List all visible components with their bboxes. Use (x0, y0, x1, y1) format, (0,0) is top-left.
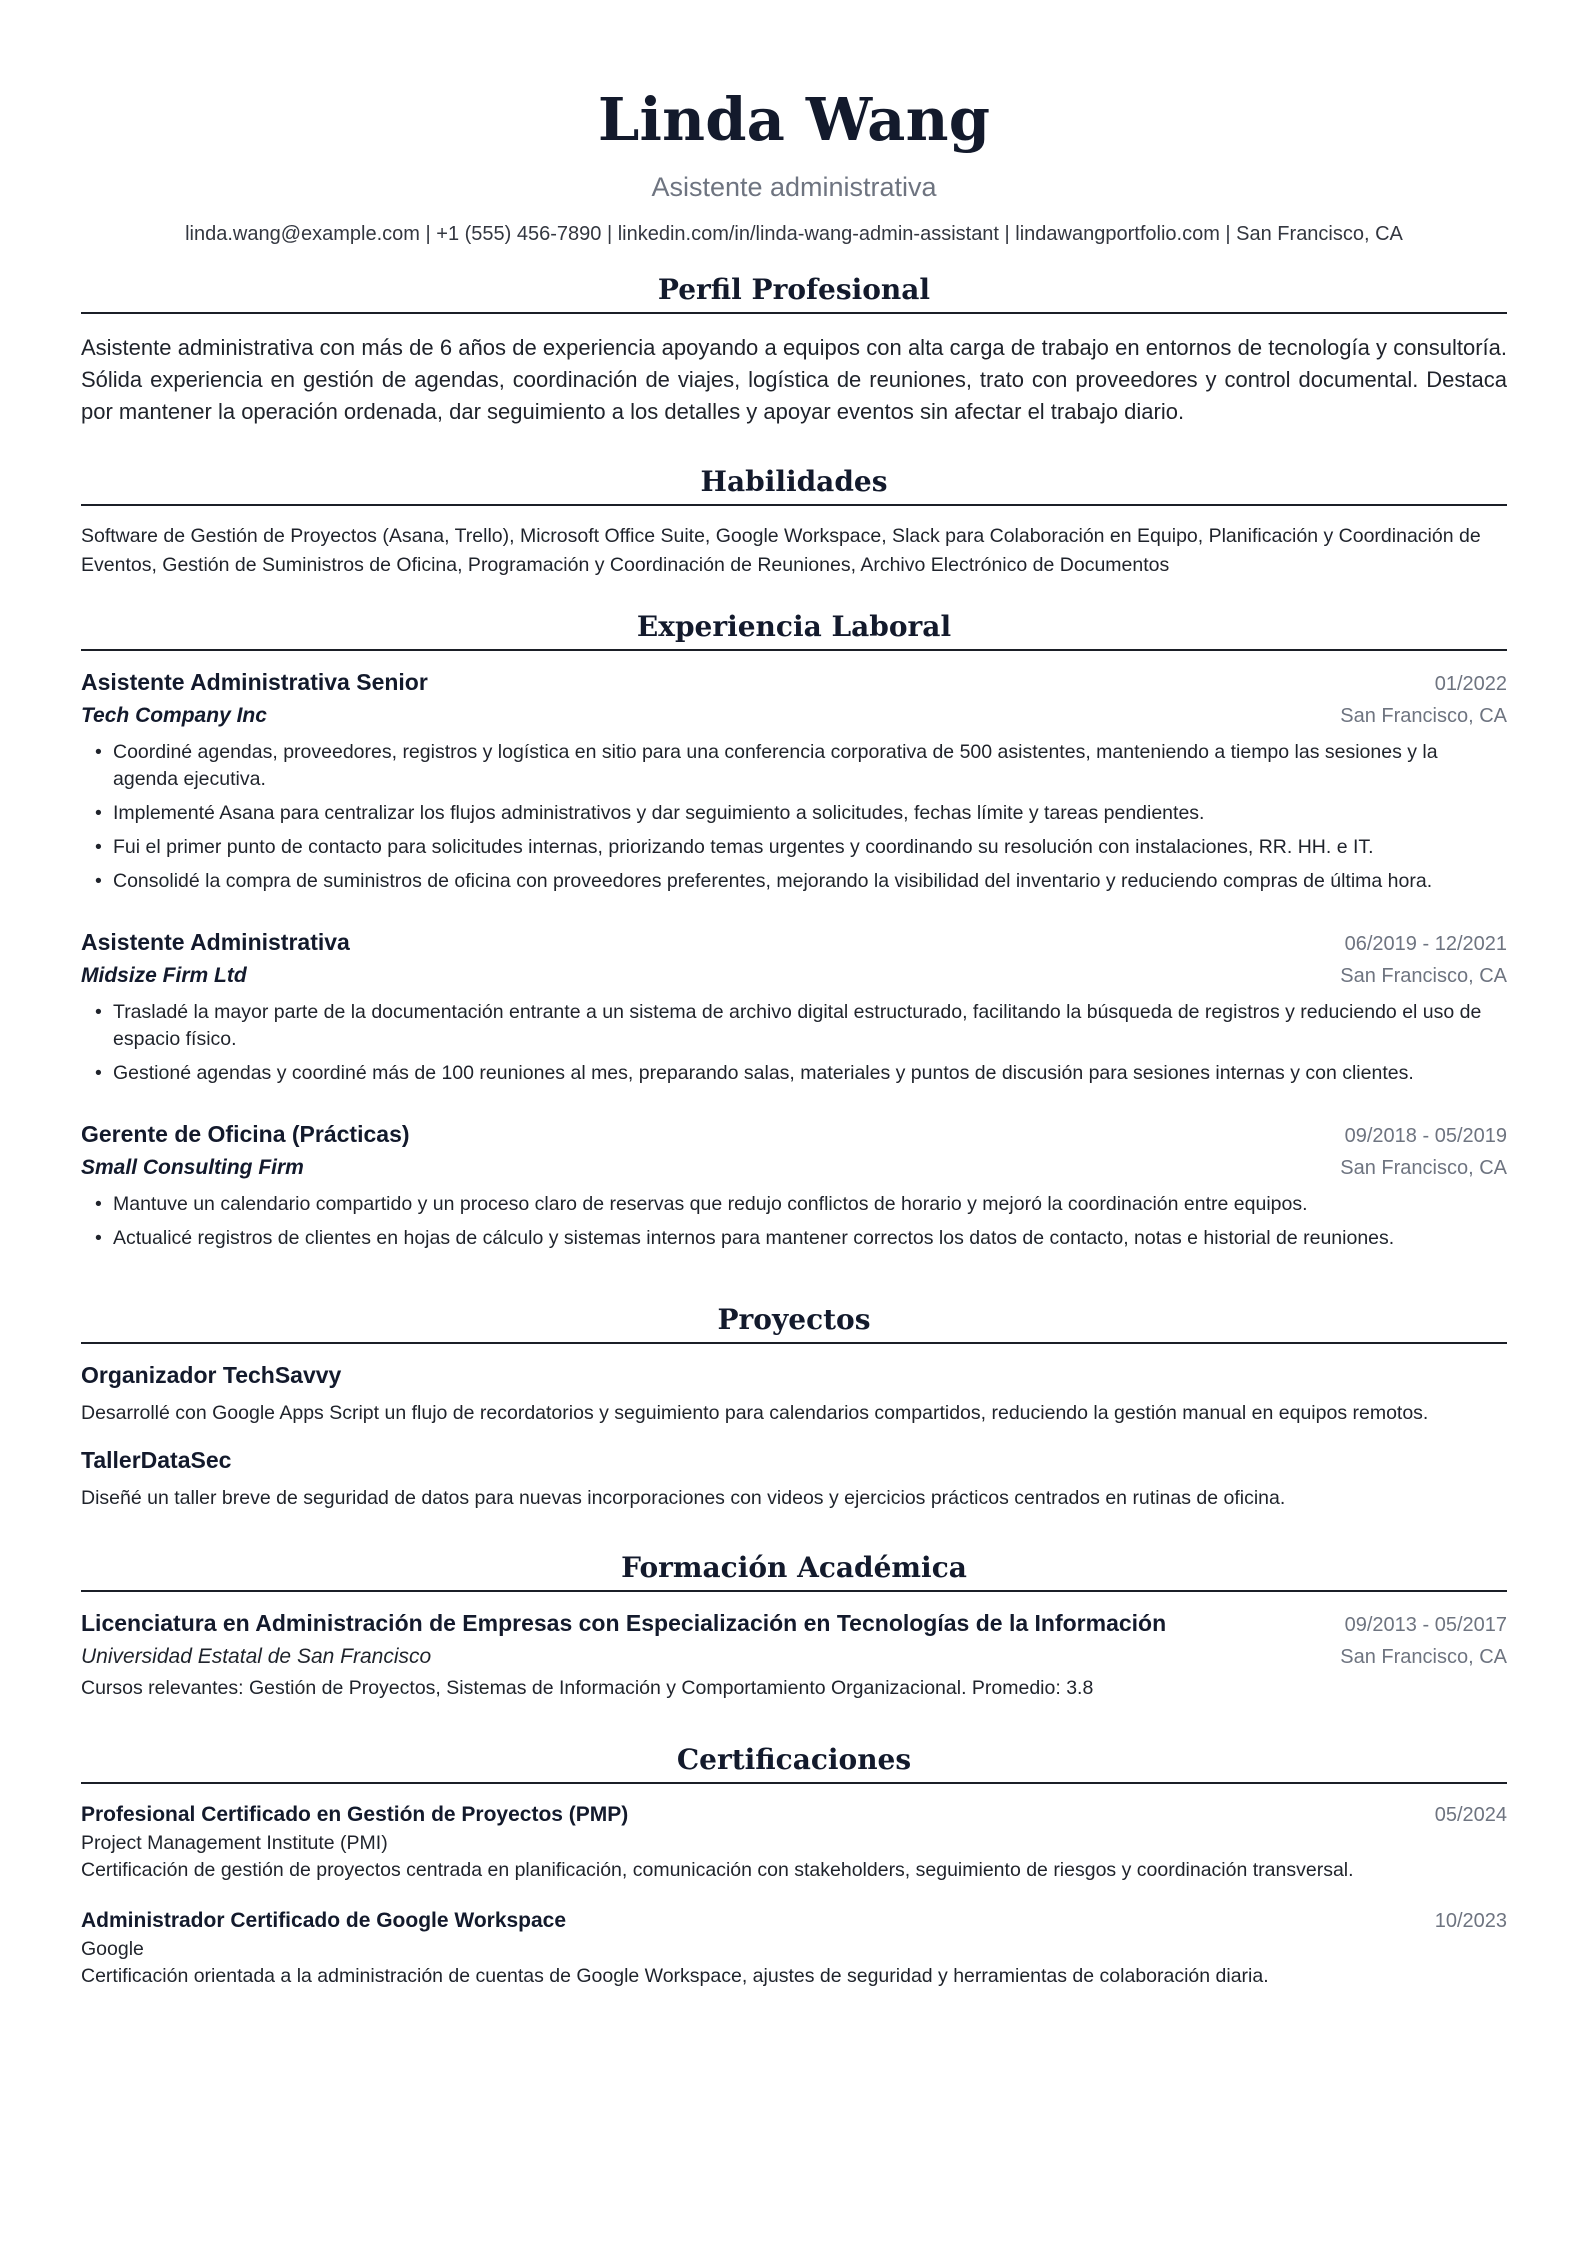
company-name: Small Consulting Firm (81, 1156, 304, 1179)
education-section (81, 1550, 1507, 1702)
certification-date: 05/2024 (1434, 1804, 1507, 1826)
project-item (81, 1358, 1507, 1427)
certification-entry (81, 1906, 1507, 1990)
job-title: Asistente Administrativa (81, 929, 350, 955)
job-location: San Francisco, CA (1340, 965, 1507, 987)
section-title-skills: Habilidades (81, 464, 1507, 506)
projects-section (81, 1302, 1507, 1512)
job-bullet: • Consolidé la compra de suministros de oficina con proveedores preferentes, mejorando la visibilidad del inventario y reduciendo compras de última hora. (95, 870, 1433, 892)
candidate-role: Asistente administrativa (651, 172, 937, 202)
job-title: Gerente de Oficina (Prácticas) (81, 1121, 410, 1147)
education-date: 09/2013 - 05/2017 (1344, 1614, 1507, 1636)
profile-text: Asistente administrativa con más de 6 años de experiencia apoyando a equipos con alta carga de trabajo en entornos de tecnología y consultoría. Sólida experiencia en gestión de agendas, coordinación de viajes, logística de reuniones, trato con proveedores y control documental. Destaca por mantener la operación ordenada, dar seguimiento a los detalles y apoyar eventos sin afectar el trabajo diario. (81, 335, 1507, 424)
job-bullet: • Mantuve un calendario compartido y un proceso claro de reservas que redujo conflictos de horario y mejoró la coordinación entre equipos. (95, 1193, 1308, 1215)
job-entry (81, 925, 1507, 1087)
company-name: Midsize Firm Ltd (81, 964, 247, 987)
job-entry (81, 1117, 1507, 1252)
skills-text: Software de Gestión de Proyectos (Asana, Trello), Microsoft Office Suite, Google Workspace, Slack para Colaboración en Equipo, Planificación y Coordinación de Eventos, Gestión de Suministros de Oficina, Programación y Coordinación de Reuniones, Archivo Electrónico de Documentos (81, 525, 1481, 576)
section-title-education: Formación Académica (81, 1550, 1507, 1592)
skills-section (81, 464, 1507, 579)
certification-issuer: Google (81, 1938, 144, 1960)
certifications-section (81, 1742, 1507, 1990)
job-location: San Francisco, CA (1340, 1157, 1507, 1179)
job-bullets (81, 999, 1507, 1087)
job-bullet: • Gestioné agendas y coordiné más de 100 reuniones al mes, preparando salas, materiales y puntos de discusión para sesiones internas y con clientes. (95, 1062, 1414, 1084)
project-item (81, 1443, 1507, 1512)
job-bullet: • Actualicé registros de clientes en hojas de cálculo y sistemas internos para mantener correctos los datos de contacto, notas e historial de reuniones. (95, 1227, 1395, 1249)
certification-name: Administrador Certificado de Google Workspace (81, 1909, 567, 1932)
section-title-experience: Experiencia Laboral (81, 609, 1507, 651)
section-title-profile: Perfil Profesional (81, 272, 1507, 314)
job-bullet: • Trasladé la mayor parte de la documentación entrante a un sistema de archivo digital estructurado, facilitando la búsqueda de registros y reduciendo el uso de espacio físico. (95, 1001, 1482, 1050)
job-bullets (81, 1191, 1507, 1252)
project-description: Diseñé un taller breve de seguridad de datos para nuevas incorporaciones con videos y ejercicios prácticos centrados en rutinas de oficina. (81, 1487, 1286, 1509)
job-bullet: • Fui el primer punto de contacto para solicitudes internas, priorizando temas urgentes y coordinando su resolución con instalaciones, RR. HH. e IT. (95, 836, 1374, 858)
education-entry (81, 1606, 1507, 1702)
resume-header (81, 0, 1507, 248)
company-name: Tech Company Inc (81, 704, 267, 727)
job-date: 09/2018 - 05/2019 (1344, 1125, 1507, 1147)
project-description: Desarrollé con Google Apps Script un flujo de recordatorios y seguimiento para calendarios compartidos, reduciendo la gestión manual en equipos remotos. (81, 1402, 1429, 1424)
certification-date: 10/2023 (1434, 1910, 1507, 1932)
job-bullet: • Implementé Asana para centralizar los flujos administrativos y dar seguimiento a solicitudes, fechas límite y tareas pendientes. (95, 802, 1205, 824)
education-location: San Francisco, CA (1340, 1646, 1507, 1668)
job-entry (81, 665, 1507, 895)
certification-entry (81, 1800, 1507, 1884)
certification-description: Certificación de gestión de proyectos centrada en planificación, comunicación con stakeholders, seguimiento de riesgos y coordinación transversal. (81, 1859, 1354, 1881)
experience-section (81, 609, 1507, 1252)
section-title-certifications: Certificaciones (81, 1742, 1507, 1784)
job-bullet: • Coordiné agendas, proveedores, registros y logística en sitio para una conferencia corporativa de 500 asistentes, manteniendo a tiempo las sesiones y la agenda ejecutiva. (95, 741, 1438, 790)
job-date: 01/2022 (1434, 673, 1507, 695)
job-title: Asistente Administrativa Senior (81, 669, 428, 695)
certification-issuer: Project Management Institute (PMI) (81, 1832, 388, 1854)
job-date: 06/2019 - 12/2021 (1344, 933, 1507, 955)
school-name: Universidad Estatal de San Francisco (81, 1645, 432, 1668)
certification-name: Profesional Certificado en Gestión de Proyectos (PMP) (81, 1803, 629, 1826)
job-location: San Francisco, CA (1340, 705, 1507, 727)
candidate-name: Linda Wang (597, 85, 991, 154)
certification-description: Certificación orientada a la administración de cuentas de Google Workspace, ajustes de seguridad y herramientas de colaboración diaria. (81, 1965, 1269, 1987)
degree-title: Licenciatura en Administración de Empresas con Especialización en Tecnologías de la Información (81, 1610, 1167, 1636)
job-bullets (81, 739, 1507, 895)
section-title-projects: Proyectos (81, 1302, 1507, 1344)
contact-line: linda.wang@example.com | +1 (555) 456-7890 | linkedin.com/in/linda-wang-admin-assistant | lindawangportfolio.com | San Francisco, CA (185, 223, 1403, 245)
project-name: Organizador TechSavvy (81, 1362, 342, 1388)
education-note: Cursos relevantes: Gestión de Proyectos, Sistemas de Información y Comportamiento Organizacional. Promedio: 3.8 (81, 1677, 1094, 1699)
profile-section (81, 272, 1507, 428)
project-name: TallerDataSec (81, 1447, 232, 1473)
